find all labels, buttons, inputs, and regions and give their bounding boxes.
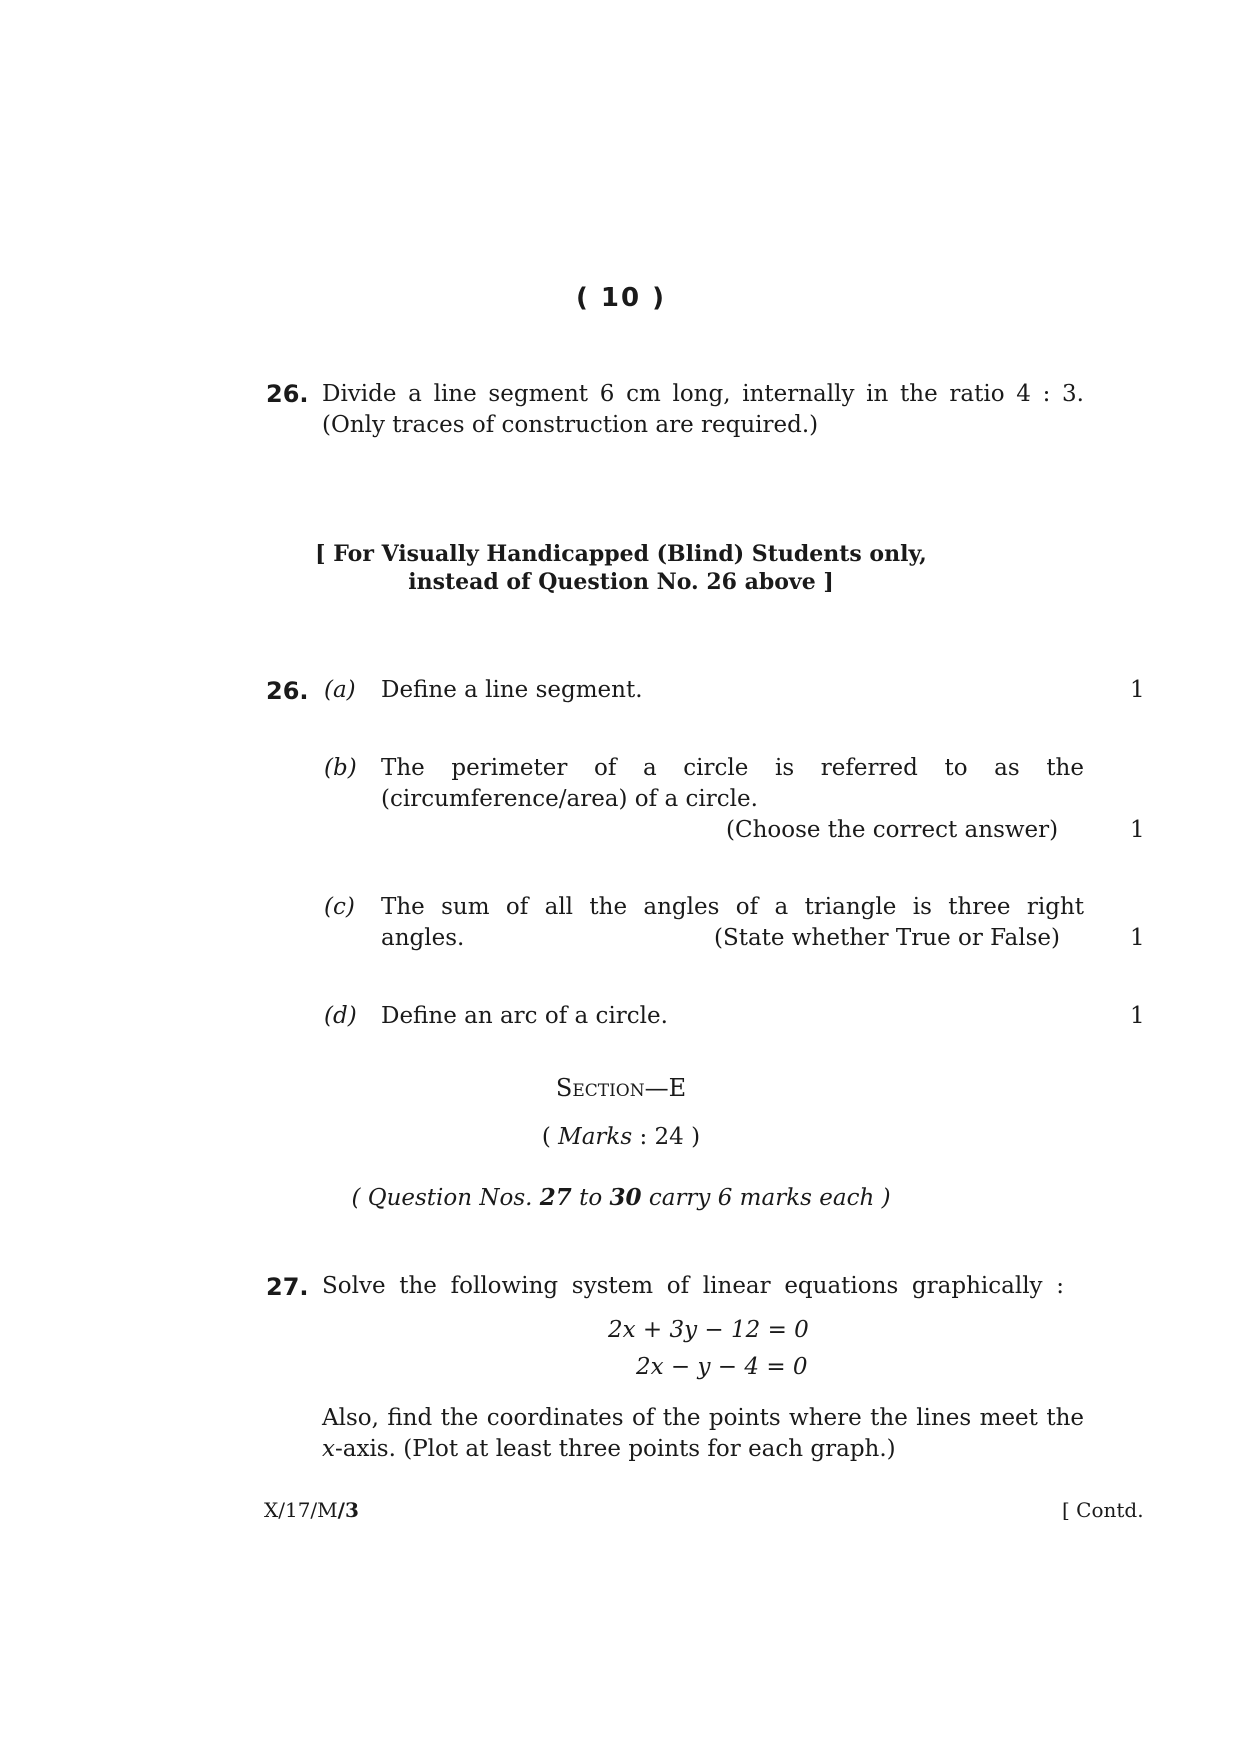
q26-a-text: Define a line segment. bbox=[381, 677, 643, 703]
instr-pre: ( Question Nos. bbox=[351, 1185, 533, 1211]
question-27-text: Solve the following system of linear equations graphically : bbox=[322, 1273, 1064, 1299]
question-27-line-2 bbox=[322, 1434, 896, 1465]
instr-post: carry 6 marks each ) bbox=[648, 1185, 891, 1211]
question-26-line-1: Divide a line segment 6 cm long, internally in the ratio 4 : 3. bbox=[322, 381, 1084, 407]
q26-a-marks: 1 bbox=[1130, 677, 1145, 703]
question-27-number: 27. bbox=[266, 1273, 309, 1301]
q26-c-marks: 1 bbox=[1130, 925, 1145, 951]
marks-label: Marks bbox=[558, 1124, 633, 1150]
question-27-line-1: Also, find the coordinates of the points where the lines meet the bbox=[322, 1405, 1084, 1431]
equation-2: 2x − y − 4 = 0 bbox=[636, 1354, 808, 1380]
q26-d-text: Define an arc of a circle. bbox=[381, 1003, 668, 1029]
footer-code bbox=[264, 1498, 359, 1522]
visually-handicapped-note bbox=[0, 540, 1242, 596]
section-instruction bbox=[0, 1184, 1242, 1211]
question-26-line-2: (Only traces of construction are required.) bbox=[322, 412, 819, 438]
instr-q-to: 30 bbox=[609, 1184, 642, 1211]
q26-d-label: (d) bbox=[324, 1003, 357, 1029]
q26-d-marks: 1 bbox=[1130, 1003, 1145, 1029]
section-title: Section—E bbox=[555, 1074, 687, 1102]
marks-value: : 24 bbox=[639, 1124, 684, 1150]
page-number: ( 10 ) bbox=[575, 283, 667, 313]
instr-to: to bbox=[579, 1185, 603, 1211]
vh-note-line-2: instead of Question No. 26 above ] bbox=[408, 569, 834, 595]
q26-b-line-1: The perimeter of a circle is referred to as the bbox=[381, 755, 1084, 781]
equation-1: 2x + 3y − 12 = 0 bbox=[608, 1317, 809, 1343]
q26-c-line-2: angles. bbox=[381, 925, 465, 951]
q26-c-line-1: The sum of all the angles of a triangle is three right bbox=[381, 894, 1084, 920]
footer-code-suffix: /3 bbox=[337, 1498, 359, 1522]
footer-contd: [ Contd. bbox=[1062, 1498, 1144, 1522]
question-26-alt-number: 26. bbox=[266, 677, 309, 705]
section-marks: ( Marks : 24 ) bbox=[541, 1124, 701, 1150]
instr-q-from: 27 bbox=[539, 1184, 572, 1211]
q26-b-marks: 1 bbox=[1130, 817, 1145, 843]
q26-b-line-2: (circumference/area) of a circle. bbox=[381, 786, 758, 812]
footer-code-prefix: X/17/M bbox=[264, 1498, 338, 1522]
q26-c-label: (c) bbox=[324, 894, 355, 920]
vh-note-line-1: [ For Visually Handicapped (Blind) Students only, bbox=[315, 541, 927, 567]
q26-c-instruction: (State whether True or False) bbox=[714, 925, 1061, 951]
q26-b-instruction: (Choose the correct answer) bbox=[726, 817, 1059, 843]
q26-a-label: (a) bbox=[324, 677, 356, 703]
question-27-line-2-rest: -axis. (Plot at least three points for each graph.) bbox=[334, 1436, 896, 1462]
question-26-number: 26. bbox=[266, 380, 309, 408]
x-variable: x bbox=[322, 1436, 335, 1462]
q26-b-label: (b) bbox=[324, 755, 357, 781]
